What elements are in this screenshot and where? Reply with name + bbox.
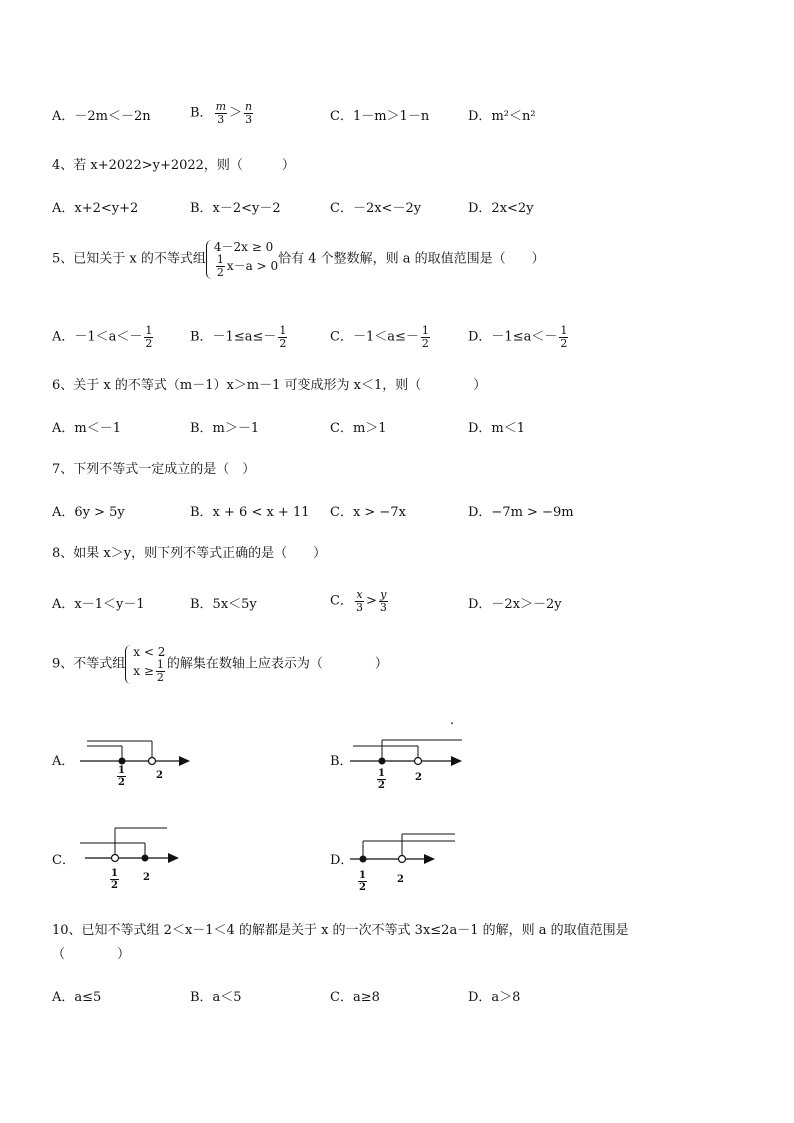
q7-option-a: A．6y > 5y [52, 505, 125, 520]
q9-d-tick-two: 2 [397, 874, 404, 885]
q8-option-b: B．5x＜5y [190, 597, 257, 612]
q6-option-c: C．m＞1 [330, 421, 387, 436]
q7-option-c: C．x > −7x [330, 505, 406, 520]
q5-stem: 5、已知关于 x 的不等式组 4－2x ≥ 0 $\frac{1}{2}$ x－a > 0 恰有 4 个整数解，则 a 的取值范围是（ ） [52, 240, 545, 279]
q10-option-b: B．a＜5 [190, 990, 242, 1005]
q4-option-c: C．－2x<－2y [330, 201, 422, 216]
q9-number-line-a [75, 735, 200, 795]
q7-option-b: B．x + 6 < x + 11 [190, 505, 310, 520]
q9-option-a-label: A． [52, 754, 75, 769]
q9-a-tick-two: 2 [156, 770, 163, 781]
q9-option-c-label: C． [52, 853, 75, 868]
q4-option-a: A．x+2<y+2 [52, 201, 139, 216]
q9-b-tick-two: 2 [415, 772, 422, 783]
q8-option-a: A．x－1＜y－1 [52, 597, 145, 612]
q10-option-a: A．a≤5 [52, 990, 102, 1005]
q4-option-b: B．x－2<y－2 [190, 201, 281, 216]
q8-stem: 8、如果 x＞y，则下列不等式正确的是（ ） [52, 546, 327, 561]
q8-option-d: D．－2x＞－2y [468, 597, 562, 612]
stray-dot: . [450, 713, 455, 728]
q3-option-a-text: A．－2m＜－2n [52, 109, 151, 124]
q3-option-b: B． $\frac{m}{3}$ ＞ $\frac{n}{3}$ [190, 100, 253, 126]
q9-system: x < 2 x ≥ $\frac{1}{2}$ [125, 645, 167, 684]
q6-option-d: D．m＜1 [468, 421, 526, 436]
q4-stem: 4、若 x+2022>y+2022，则（ ） [52, 158, 295, 173]
q6-stem: 6、关于 x 的不等式（m－1）x＞m－1 可变成形为 x＜1，则（ ） [52, 378, 487, 393]
q5-system: 4－2x ≥ 0 $\frac{1}{2}$ x－a > 0 [206, 240, 278, 279]
q9-c-tick-two: 2 [143, 872, 150, 883]
q9-option-b-label: B． [330, 754, 353, 769]
q5-option-b: B．－1≤a≤－ $\frac{1}{2}$ [190, 324, 287, 350]
q8-option-c: C． $\frac{x}{3}$ > $\frac{y}{3}$ [330, 588, 387, 614]
q9-d-tick-half: $\frac{1}{2}$ [359, 870, 366, 893]
q3-option-c: C．1－m＞1－n [330, 109, 430, 124]
q7-stem: 7、下列不等式一定成立的是（ ） [52, 462, 256, 477]
q10-stem-line1: 10、已知不等式组 2＜x－1＜4 的解都是关于 x 的一次不等式 3x≤2a－1 的解，则 a 的取值范围是 [52, 923, 629, 938]
q9-stem: 9、不等式组 x < 2 x ≥ $\frac{1}{2}$ 的解集在数轴上应表示为（ ） [52, 645, 388, 684]
q6-option-b: B．m＞－1 [190, 421, 260, 436]
q9-number-line-b [345, 735, 470, 795]
q5-option-d: D．－1≤a＜－ $\frac{1}{2}$ [468, 324, 568, 350]
q10-option-d: D．a＞8 [468, 990, 521, 1005]
q9-a-tick-half: $\frac{1}{2}$ [118, 765, 125, 788]
q9-c-tick-half: $\frac{1}{2}$ [111, 868, 118, 891]
q3-option-d: D．m²＜n² [468, 109, 536, 124]
q6-option-a: A．m＜－1 [52, 421, 121, 436]
q7-option-d: D．−7m > −9m [468, 505, 574, 520]
q5-option-a: A．－1＜a＜－ $\frac{1}{2}$ [52, 324, 153, 350]
q9-option-d-label: D． [330, 853, 354, 868]
q4-option-d: D．2x<2y [468, 201, 534, 216]
q9-b-tick-half: $\frac{1}{2}$ [378, 768, 385, 791]
q5-option-c: C．－1＜a≤－ $\frac{1}{2}$ [330, 324, 429, 350]
q9-number-line-c [75, 823, 190, 883]
q10-stem-line2: （ ） [52, 947, 131, 962]
q10-option-c: C．a≥8 [330, 990, 380, 1005]
